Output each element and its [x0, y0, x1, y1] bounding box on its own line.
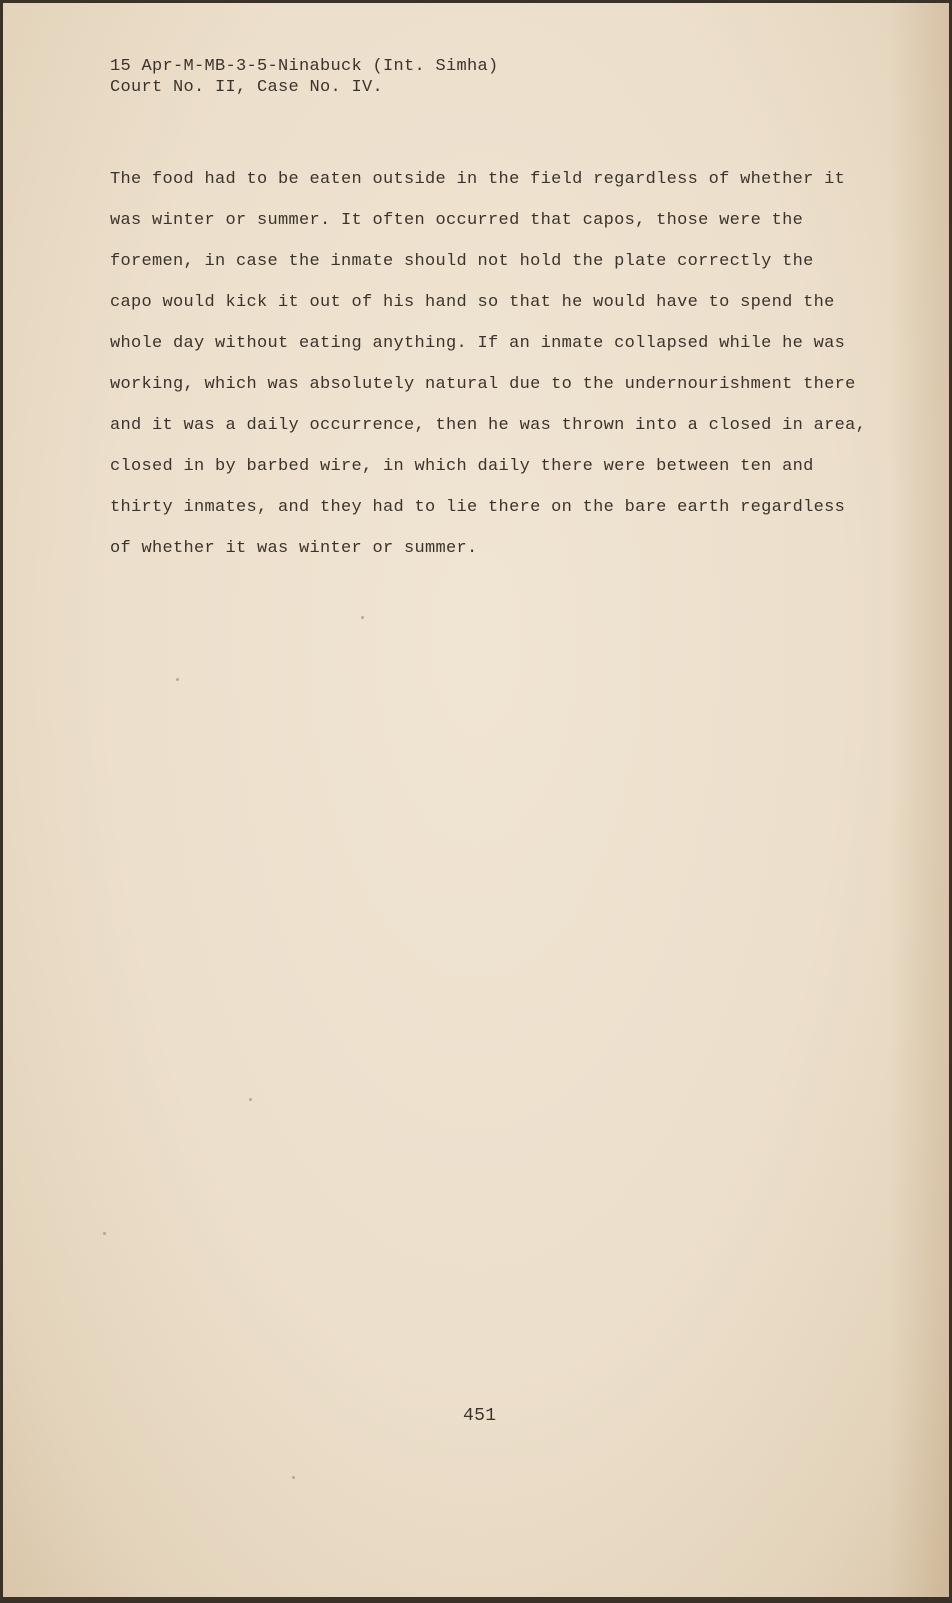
paper-speck	[176, 678, 179, 681]
paragraph-line: and it was a daily occurrence, then he was thrown into a closed in area,	[110, 416, 867, 435]
paper-speck	[249, 1098, 252, 1101]
paragraph-line: capo would kick it out of his hand so that he would have to spend the	[110, 293, 835, 312]
header-reference-line: 15 Apr-M-MB-3-5-Ninabuck (Int. Simha)	[110, 57, 499, 76]
paragraph-line: closed in by barbed wire, in which daily there were between ten and	[110, 457, 814, 476]
document-header	[110, 56, 499, 98]
paragraph-line: thirty inmates, and they had to lie there on the bare earth regardless	[110, 498, 846, 517]
paragraph-line: foremen, in case the inmate should not hold the plate correctly the	[110, 252, 814, 271]
paragraph-line: was winter or summer. It often occurred that capos, those were the	[110, 211, 804, 230]
header-court-line: Court No. II, Case No. IV.	[110, 78, 384, 97]
testimony-paragraph	[110, 159, 867, 569]
paper-speck	[361, 616, 364, 619]
paragraph-line: whole day without eating anything. If an inmate collapsed while he was	[110, 334, 846, 353]
paragraph-line: of whether it was winter or summer.	[110, 539, 478, 558]
paragraph-line: working, which was absolutely natural due to the undernourishment there	[110, 375, 856, 394]
paper-speck	[103, 1232, 106, 1235]
paragraph-line: The food had to be eaten outside in the field regardless of whether it	[110, 170, 846, 189]
page-number: 451	[463, 1406, 497, 1426]
paper-speck	[292, 1476, 295, 1479]
document-page	[3, 3, 949, 1597]
